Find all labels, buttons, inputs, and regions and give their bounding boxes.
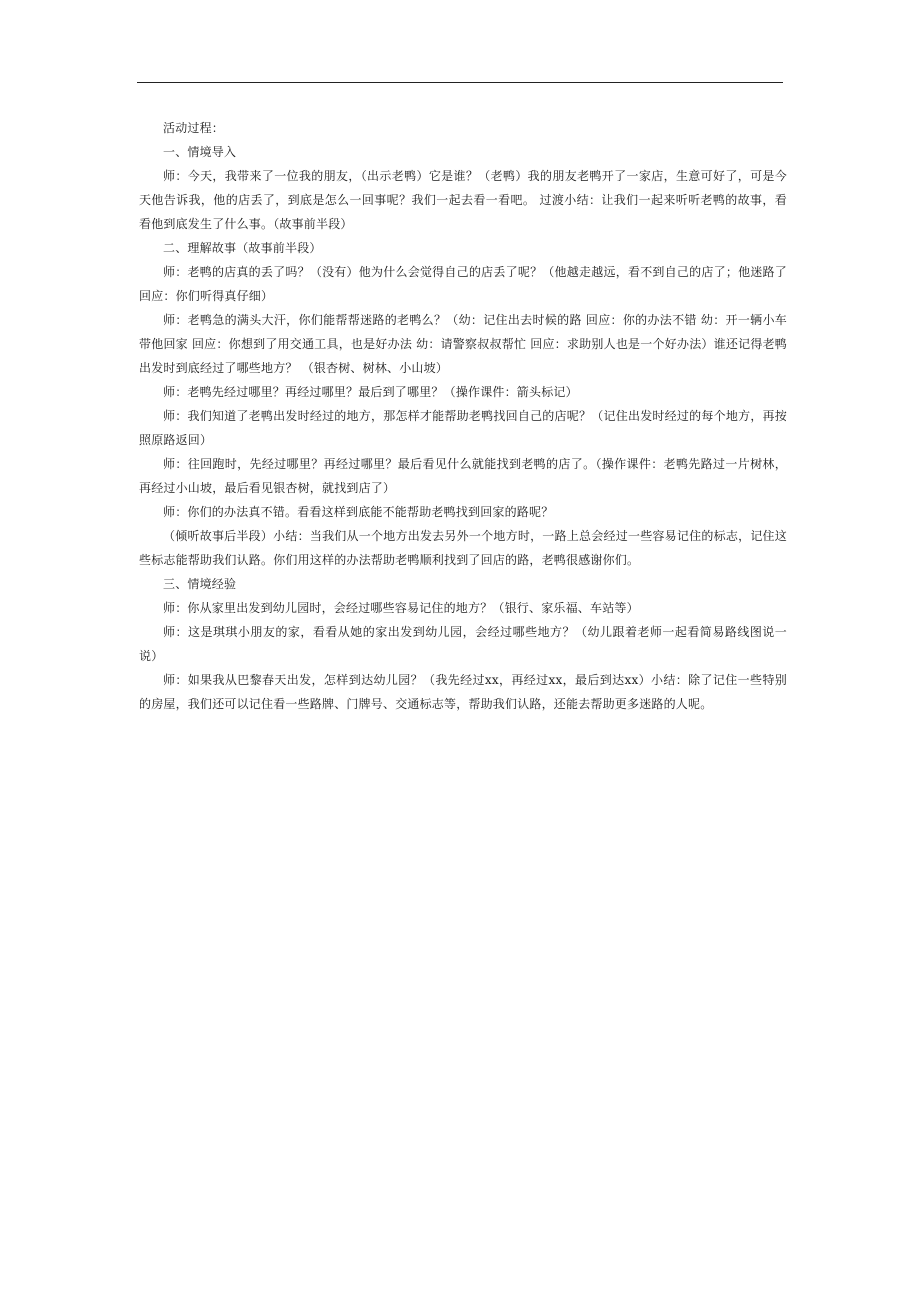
section-label-process: 活动过程： [163, 121, 225, 135]
paragraph: 师：老鸭急的满头大汗，你们能帮帮迷路的老鸭么？（幼：记住出去时候的路 回应：你的办法不错 幼：开一辆小车带他回家 回应：你想到了用交通工具，也是好办法 幼：请警察叔叔帮忙 回应：求助别人也是一个好办法）谁还记得老鸭出发时到底经过了哪些地方？ （银杏树、树林、小山坡） [139, 313, 787, 375]
document-body [139, 116, 787, 716]
paragraph: 师：今天，我带来了一位我的朋友，（出示老鸭）它是谁？（老鸭）我的朋友老鸭开了一家店，生意可好了，可是今天他告诉我，他的店丢了，到底是怎么一回事呢？我们一起去看一看吧。 过渡小结：让我们一起来听听老鸭的故事，看看他到底发生了什么事。（故事前半段） [139, 169, 787, 231]
paragraph: （倾听故事后半段）小结：当我们从一个地方出发去另外一个地方时，一路上总会经过一些容易记住的标志，记住这些标志能帮助我们认路。你们用这样的办法帮助老鸭顺利找到了回店的路，老鸭很感谢你们。 [139, 529, 787, 567]
paragraph: 师：老鸭先经过哪里？再经过哪里？最后到了哪里？（操作课件：箭头标记） [163, 385, 578, 399]
paragraph: 师：我们知道了老鸭出发时经过的地方，那怎样才能帮助老鸭找回自己的店呢？（记住出发时经过的每个地方，再按照原路返回） [139, 409, 787, 447]
section-heading-3: 三、情境经验 [163, 577, 237, 591]
section-heading-2: 二、理解故事（故事前半段） [163, 241, 322, 255]
header-rule [137, 82, 783, 83]
section-heading-1: 一、情境导入 [163, 145, 237, 159]
paragraph: 师：你们的办法真不错。看看这样到底能不能帮助老鸭找到回家的路呢？ [163, 505, 554, 519]
paragraph: 师：老鸭的店真的丢了吗？（没有）他为什么会觉得自己的店丢了呢？（他越走越远，看不到自己的店了；他迷路了 回应：你们听得真仔细） [139, 265, 787, 303]
paragraph: 师：往回跑时，先经过哪里？再经过哪里？最后看见什么就能找到老鸭的店了。（操作课件：老鸭先路过一片树林，再经过小山坡，最后看见银杏树，就找到店了） [139, 457, 787, 495]
paragraph: 师：如果我从巴黎春天出发，怎样到达幼儿园？（我先经过xx，再经过xx，最后到达xx）小结：除了记住一些特别的房屋，我们还可以记住看一些路牌、门牌号、交通标志等，帮助我们认路，还能去帮助更多迷路的人呢。 [139, 673, 787, 711]
paragraph: 师：你从家里出发到幼儿园时，会经过哪些容易记住的地方？（银行、家乐福、车站等） [163, 601, 639, 615]
paragraph: 师：这是琪琪小朋友的家，看看从她的家出发到幼儿园，会经过哪些地方？（幼儿跟着老师一起看简易路线图说一说） [139, 625, 787, 663]
